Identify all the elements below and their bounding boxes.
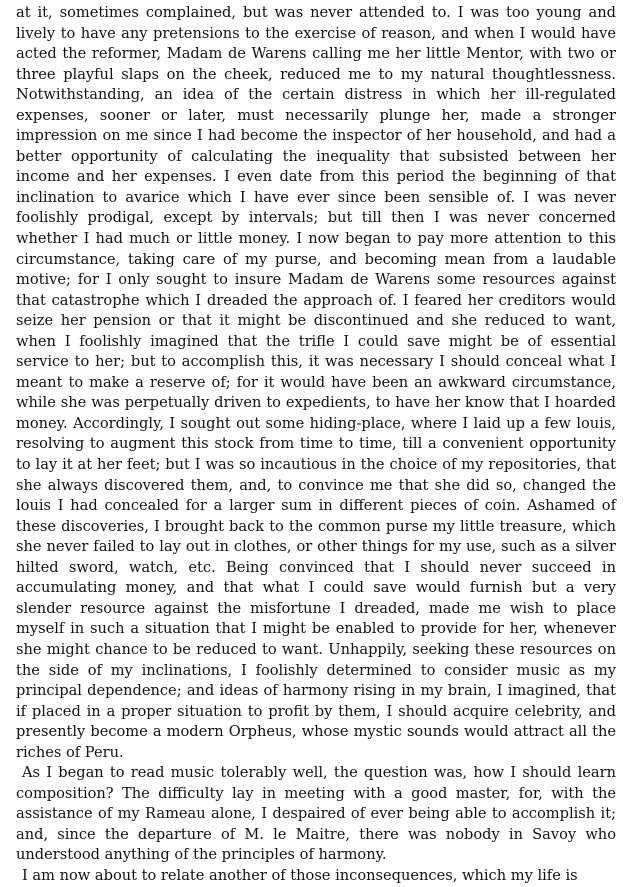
paragraph-3: I am now about to relate another of those inconsequences, which my life is xyxy=(22,866,578,884)
document-page xyxy=(16,3,616,887)
paragraph-2: As I began to read music tolerably well, the question was, how I should learn composition? The difficulty lay in meeting with a good master, for, with the assistance of my Rameau alone, I despaired of ever being able to accomplish it; and, since the departure of M. le Maitre, there was nobody in Savoy who understood anything of the principles of harmony. xyxy=(16,764,616,864)
paragraph-1: at it, sometimes complained, but was never attended to. I was too young and lively to have any pretensions to the exercise of reason, and when I would have acted the reformer, Madam de Warens calling me her little Mentor, with two or three playful slaps on the cheek, reduced me to my natural thoughtlessness. Notwithstanding, an idea of the certain distress in which her ill-regulated expenses, sooner or later, must necessarily plunge her, made a stronger impression on me since I had become the inspector of her household, and had a better opportunity of calculating the inequality that subsisted between her income and her expenses. I even date from this period the beginning of that inclination to avarice which I have ever since been sensible of. I was never foolishly prodigal, except by intervals; but till then I was never concerned whether I had much or little money. I now began to pay more attention to this circumstance, taking care of my purse, and becoming mean from a laudable motive; for I only sought to insure Madam de Warens some resources against that catastrophe which I dreaded the approach of. I feared her creditors would seize her pension or that it might be discontinued and she reduced to want, when I foolishly imagined that the trifle I could save might be of essential service to her; but to accomplish this, it was necessary I should conceal what I meant to make a reserve of; for it would have been an awkward circumstance, while she was perpetually driven to expedients, to have her know that I hoarded money. Accordingly, I sought out some hiding-place, where I laid up a few louis, resolving to augment this stock from time to time, till a convenient opportunity to lay it at her feet; but I was so incautious in the choice of my repositories, that she always discovered them, and, to convince me that she did so, changed the louis I had concealed for a larger sum in different pieces of coin. Ashamed of these discoveries, I brought back to the common purse my little treasure, which she never failed to lay out in clothes, or other things for my use, such as a silver hilted sword, watch, etc. Being convinced that I should never succeed in accumulating money, and that what I could save would furnish but a very slender resource against the misfortune I dreaded, made me wish to place myself in such a situation that I might be enabled to provide for her, whenever she might chance to be reduced to want. Unhappily, seeking these resources on the side of my inclinations, I foolishly determined to consider music as my principal dependence; and ideas of harmony rising in my brain, I imagined, that if placed in a proper situation to profit by them, I should acquire celebrity, and presently become a modern Orpheus, whose mystic sounds would attract all the riches of Peru. xyxy=(16,4,616,761)
